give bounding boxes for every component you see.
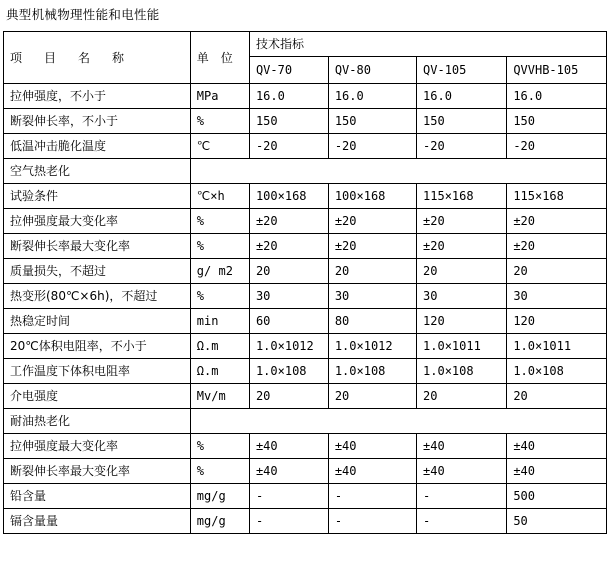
- property-value: 1.0×1012: [249, 334, 328, 359]
- table-row: [4, 109, 607, 134]
- property-value: 50: [507, 509, 607, 534]
- section-row: [4, 409, 607, 434]
- property-name: 拉伸强度最大变化率: [4, 434, 191, 459]
- property-unit: Ω.m: [190, 359, 249, 384]
- property-unit: %: [190, 109, 249, 134]
- property-name: 断裂伸长率，不小于: [4, 109, 191, 134]
- property-value: 20: [328, 259, 416, 284]
- property-value: 20: [417, 259, 507, 284]
- table-row: [4, 134, 607, 159]
- spec-table: [3, 31, 607, 534]
- property-value: ±20: [507, 234, 607, 259]
- property-value: 150: [417, 109, 507, 134]
- property-value: 20: [328, 384, 416, 409]
- property-value: 30: [507, 284, 607, 309]
- section-title: 耐油热老化: [4, 409, 191, 434]
- table-row: [4, 84, 607, 109]
- property-value: ±20: [328, 234, 416, 259]
- property-name: 镉含量量: [4, 509, 191, 534]
- property-value: 16.0: [507, 84, 607, 109]
- header-model: QV-105: [417, 57, 507, 84]
- property-value: -: [417, 509, 507, 534]
- property-value: -: [328, 509, 416, 534]
- property-value: ±40: [417, 434, 507, 459]
- property-name: 热变形(80℃×6h)，不超过: [4, 284, 191, 309]
- header-item-name: 项目名称: [4, 32, 191, 84]
- table-row: [4, 434, 607, 459]
- property-value: 30: [249, 284, 328, 309]
- table-row: [4, 284, 607, 309]
- property-value: 20: [507, 384, 607, 409]
- section-title: 空气热老化: [4, 159, 191, 184]
- property-value: 30: [328, 284, 416, 309]
- property-unit: min: [190, 309, 249, 334]
- property-value: ±40: [249, 459, 328, 484]
- section-blank: [190, 159, 606, 184]
- property-value: 1.0×108: [417, 359, 507, 384]
- property-unit: %: [190, 459, 249, 484]
- property-value: 1.0×1011: [507, 334, 607, 359]
- section-blank: [190, 409, 606, 434]
- property-value: ±40: [328, 434, 416, 459]
- property-value: 150: [507, 109, 607, 134]
- property-value: 20: [507, 259, 607, 284]
- property-value: ±40: [249, 434, 328, 459]
- property-value: 60: [249, 309, 328, 334]
- table-row: [4, 184, 607, 209]
- table-row: [4, 459, 607, 484]
- property-value: 1.0×108: [507, 359, 607, 384]
- property-name: 工作温度下体积电阻率: [4, 359, 191, 384]
- property-value: 30: [417, 284, 507, 309]
- property-value: 115×168: [507, 184, 607, 209]
- property-value: 20: [249, 384, 328, 409]
- spec-table-body: [4, 32, 607, 534]
- property-value: 100×168: [249, 184, 328, 209]
- property-unit: ℃×h: [190, 184, 249, 209]
- property-value: -20: [417, 134, 507, 159]
- property-unit: Ω.m: [190, 334, 249, 359]
- property-value: ±40: [507, 459, 607, 484]
- property-unit: %: [190, 209, 249, 234]
- property-value: -20: [328, 134, 416, 159]
- property-name: 20℃体积电阻率，不小于: [4, 334, 191, 359]
- property-unit: %: [190, 234, 249, 259]
- section-row: [4, 159, 607, 184]
- header-model: QV-70: [249, 57, 328, 84]
- table-row: [4, 484, 607, 509]
- property-value: 1.0×108: [249, 359, 328, 384]
- property-unit: ℃: [190, 134, 249, 159]
- property-name: 断裂伸长率最大变化率: [4, 234, 191, 259]
- header-unit: 单位: [190, 32, 249, 84]
- property-value: 16.0: [417, 84, 507, 109]
- property-value: -20: [249, 134, 328, 159]
- table-row: [4, 259, 607, 284]
- property-value: ±40: [328, 459, 416, 484]
- property-unit: %: [190, 434, 249, 459]
- property-unit: mg/g: [190, 484, 249, 509]
- table-row: [4, 359, 607, 384]
- property-name: 断裂伸长率最大变化率: [4, 459, 191, 484]
- property-name: 铅含量: [4, 484, 191, 509]
- property-unit: g/ m2: [190, 259, 249, 284]
- property-value: ±20: [249, 234, 328, 259]
- property-value: 80: [328, 309, 416, 334]
- table-row: [4, 234, 607, 259]
- property-name: 拉伸强度，不小于: [4, 84, 191, 109]
- property-value: 20: [249, 259, 328, 284]
- property-value: -: [417, 484, 507, 509]
- document-title: 典型机械物理性能和电性能: [6, 7, 160, 22]
- property-name: 拉伸强度最大变化率: [4, 209, 191, 234]
- property-value: 16.0: [249, 84, 328, 109]
- property-value: 1.0×1012: [328, 334, 416, 359]
- property-value: 1.0×1011: [417, 334, 507, 359]
- property-value: 20: [417, 384, 507, 409]
- property-value: ±40: [507, 434, 607, 459]
- property-value: 1.0×108: [328, 359, 416, 384]
- property-name: 介电强度: [4, 384, 191, 409]
- property-value: 150: [328, 109, 416, 134]
- header-spec: 技术指标: [249, 32, 606, 57]
- property-name: 低温冲击脆化温度: [4, 134, 191, 159]
- property-unit: Mv/m: [190, 384, 249, 409]
- header-row-top: [4, 32, 607, 57]
- property-value: 120: [507, 309, 607, 334]
- table-row: [4, 209, 607, 234]
- property-value: -: [328, 484, 416, 509]
- property-name: 热稳定时间: [4, 309, 191, 334]
- table-row: [4, 334, 607, 359]
- property-value: ±20: [507, 209, 607, 234]
- property-value: ±20: [328, 209, 416, 234]
- property-value: -: [249, 509, 328, 534]
- property-unit: MPa: [190, 84, 249, 109]
- property-value: ±40: [417, 459, 507, 484]
- header-model: QV-80: [328, 57, 416, 84]
- table-row: [4, 384, 607, 409]
- property-value: 115×168: [417, 184, 507, 209]
- property-name: 试验条件: [4, 184, 191, 209]
- table-row: [4, 309, 607, 334]
- property-value: 100×168: [328, 184, 416, 209]
- property-name: 质量损失，不超过: [4, 259, 191, 284]
- property-value: 500: [507, 484, 607, 509]
- property-value: ±20: [249, 209, 328, 234]
- property-value: -: [249, 484, 328, 509]
- table-row: [4, 509, 607, 534]
- property-value: 120: [417, 309, 507, 334]
- property-unit: %: [190, 284, 249, 309]
- property-value: ±20: [417, 209, 507, 234]
- header-model: QVVHB-105: [507, 57, 607, 84]
- property-value: ±20: [417, 234, 507, 259]
- property-value: -20: [507, 134, 607, 159]
- property-unit: mg/g: [190, 509, 249, 534]
- property-value: 150: [249, 109, 328, 134]
- property-value: 16.0: [328, 84, 416, 109]
